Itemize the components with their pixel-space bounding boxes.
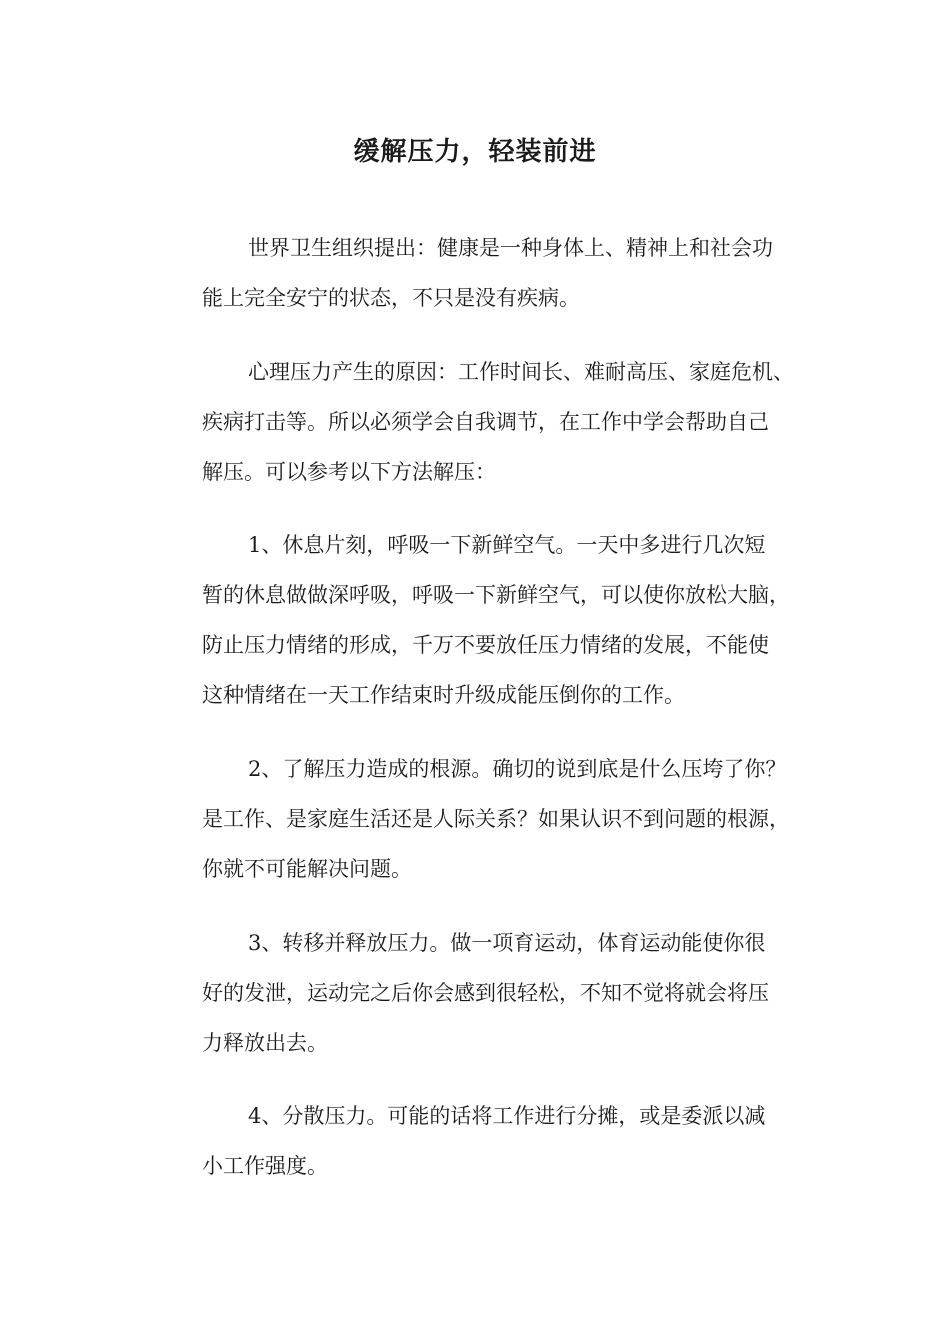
paragraph-line: 暂的休息做做深呼吸，呼吸一下新鲜空气，可以使你放松大脑， [202, 583, 790, 607]
paragraph-line: 能上完全安宁的状态，不只是没有疾病。 [202, 286, 580, 310]
paragraph-line: 小工作强度。 [202, 1154, 328, 1178]
paragraph-line: 解压。可以参考以下方法解压： [202, 460, 496, 484]
paragraph-line: 3、转移并释放压力。做一项育运动，体育运动能使你很 [248, 931, 766, 955]
paragraph-line: 好的发泄，运动完之后你会感到很轻松，不知不觉将就会将压 [202, 981, 769, 1005]
paragraph-method-1 [202, 520, 790, 720]
paragraph-line: 防止压力情绪的形成，千万不要放任压力情绪的发展，不能使 [202, 633, 769, 657]
paragraph-line: 你就不可能解决问题。 [202, 857, 412, 881]
paragraph-stress-causes [202, 347, 794, 497]
paragraph-line: 4、分散压力。可能的话将工作进行分摊，或是委派以减 [248, 1104, 766, 1128]
paragraph-line: 是工作、是家庭生活还是人际关系？如果认识不到问题的根源， [202, 807, 790, 831]
paragraph-line: 心理压力产生的原因：工作时间长、难耐高压、家庭危机、 [248, 360, 794, 384]
paragraph-method-2 [202, 744, 790, 894]
paragraph-line: 力释放出去。 [202, 1031, 328, 1055]
paragraph-line: 疾病打击等。所以必须学会自我调节，在工作中学会帮助自己 [202, 410, 769, 434]
paragraph-line: 2、了解压力造成的根源。确切的说到底是什么压垮了你？ [248, 757, 787, 781]
paragraph-who-definition [202, 223, 773, 323]
paragraph-method-3 [202, 918, 769, 1068]
paragraph-line: 1、休息片刻，呼吸一下新鲜空气。一天中多进行几次短 [248, 533, 766, 557]
document-title: 缓解压力，轻装前进 [353, 137, 597, 167]
paragraph-method-4 [202, 1091, 765, 1191]
paragraph-line: 世界卫生组织提出：健康是一种身体上、精神上和社会功 [248, 236, 773, 260]
paragraph-line: 这种情绪在一天工作结束时升级成能压倒你的工作。 [202, 683, 685, 707]
